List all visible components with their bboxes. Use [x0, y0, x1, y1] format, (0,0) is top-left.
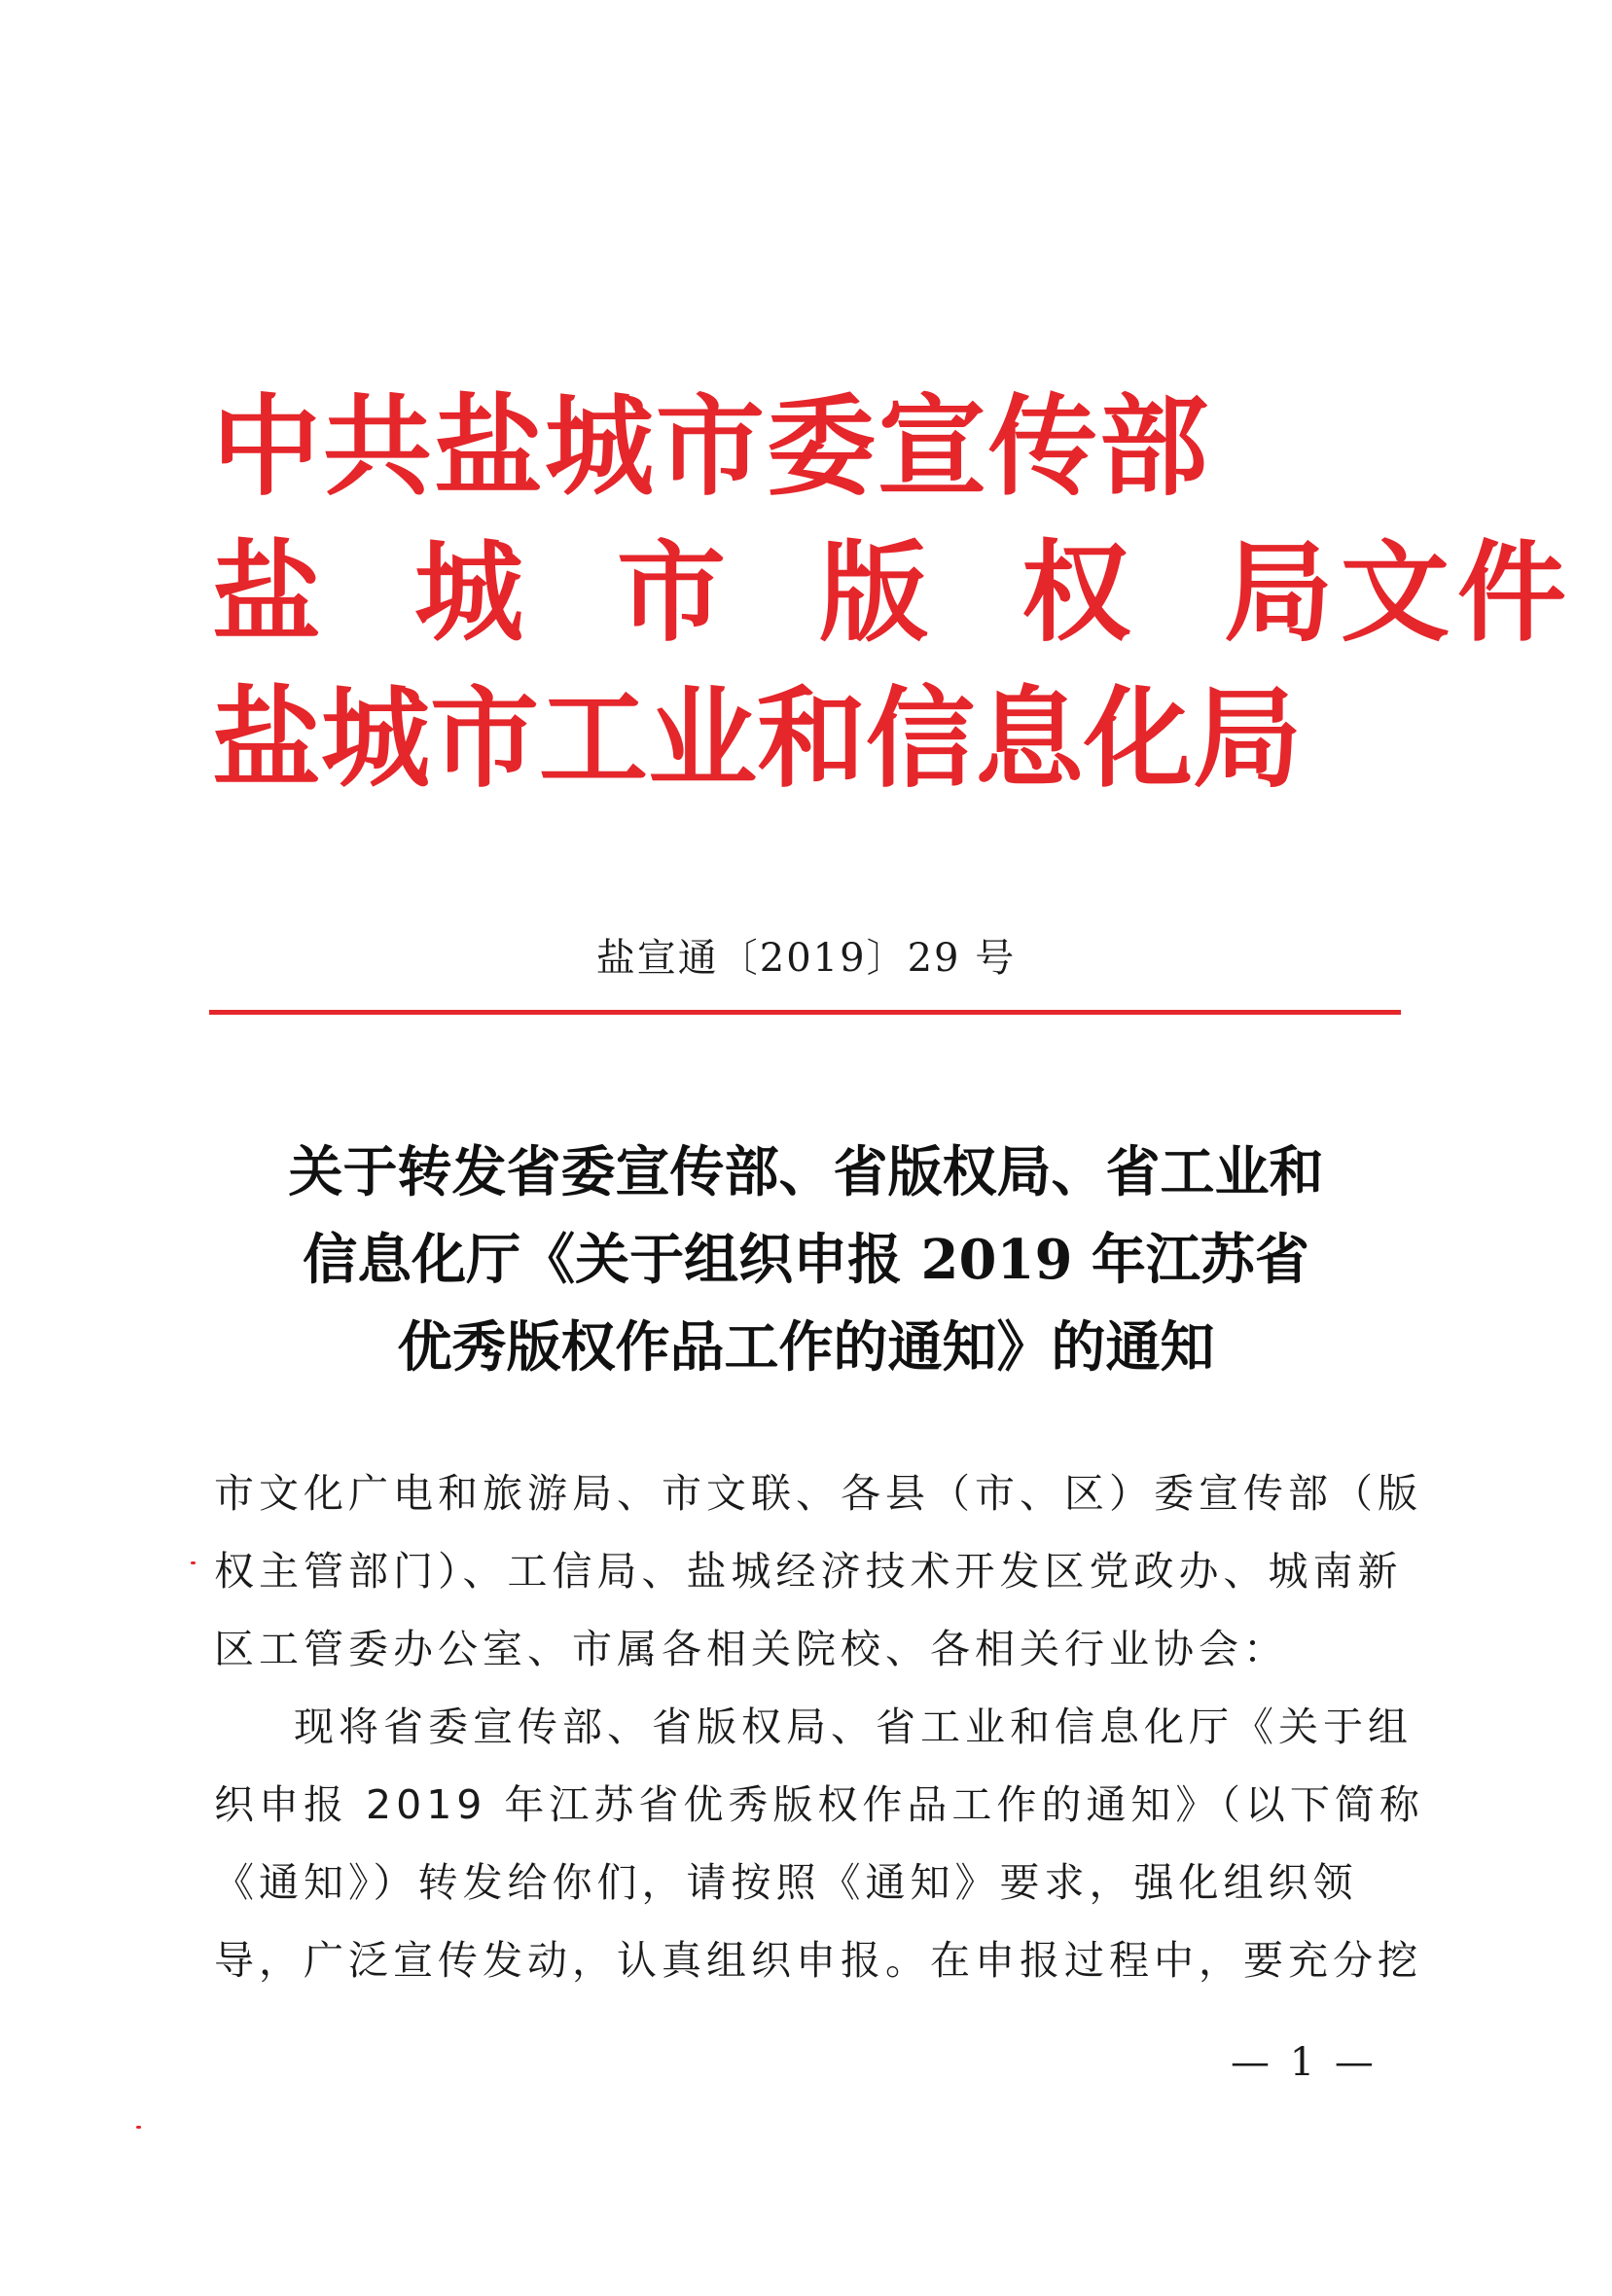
body-line: 《通知》）转发给你们，请按照《通知》要求，强化组织领: [214, 1859, 1358, 1906]
masthead-line-1: 中共盐城市委宣传部: [212, 383, 1210, 511]
body-line: 导，广泛宣传发动，认真组织申报。在申报过程中，要充分挖: [214, 1937, 1422, 1984]
masthead-char: 版: [819, 529, 936, 657]
body-line: 市文化广电和旅游局、市文联、各县（市、区）委宣传部（版: [214, 1470, 1422, 1517]
masthead-char: 局文件: [1224, 529, 1574, 657]
red-divider-line: [209, 1010, 1401, 1015]
body-line: 权主管部门）、工信局、盐城经济技术开发区党政办、城南新: [214, 1548, 1403, 1595]
body-line: 织申报 2019 年江苏省优秀版权作品工作的通知》（以下简称: [214, 1781, 1424, 1828]
body-line: 现将省委宣传部、省版权局、省工业和信息化厅《关于组: [294, 1704, 1413, 1750]
document-body: [214, 1454, 1424, 1999]
page-number: — 1 —: [1231, 2040, 1378, 2085]
masthead-char: 盐: [212, 529, 329, 657]
scan-speck: [136, 2126, 141, 2129]
body-line: 区工管委办公室、市属各相关院校、各相关行业协会：: [214, 1626, 1288, 1672]
red-masthead: [212, 375, 1574, 812]
masthead-line-2: [212, 520, 1574, 666]
scan-speck: [191, 1561, 196, 1564]
document-number: 盐宣通〔2019〕29 号: [595, 936, 1017, 981]
title-line-3: 优秀版权作品工作的通知》的通知: [397, 1315, 1215, 1380]
title-line-2: 信息化厅《关于组织申报 2019 年江苏省: [303, 1228, 1309, 1292]
masthead-char: 权: [1021, 529, 1138, 657]
title-line-1: 关于转发省委宣传部、省版权局、省工业和: [288, 1140, 1324, 1204]
masthead-line-3: 盐城市工业和信息化局: [212, 675, 1302, 803]
masthead-char: 市: [617, 529, 734, 657]
document-title: [0, 1129, 1612, 1391]
masthead-char: 城: [414, 529, 531, 657]
